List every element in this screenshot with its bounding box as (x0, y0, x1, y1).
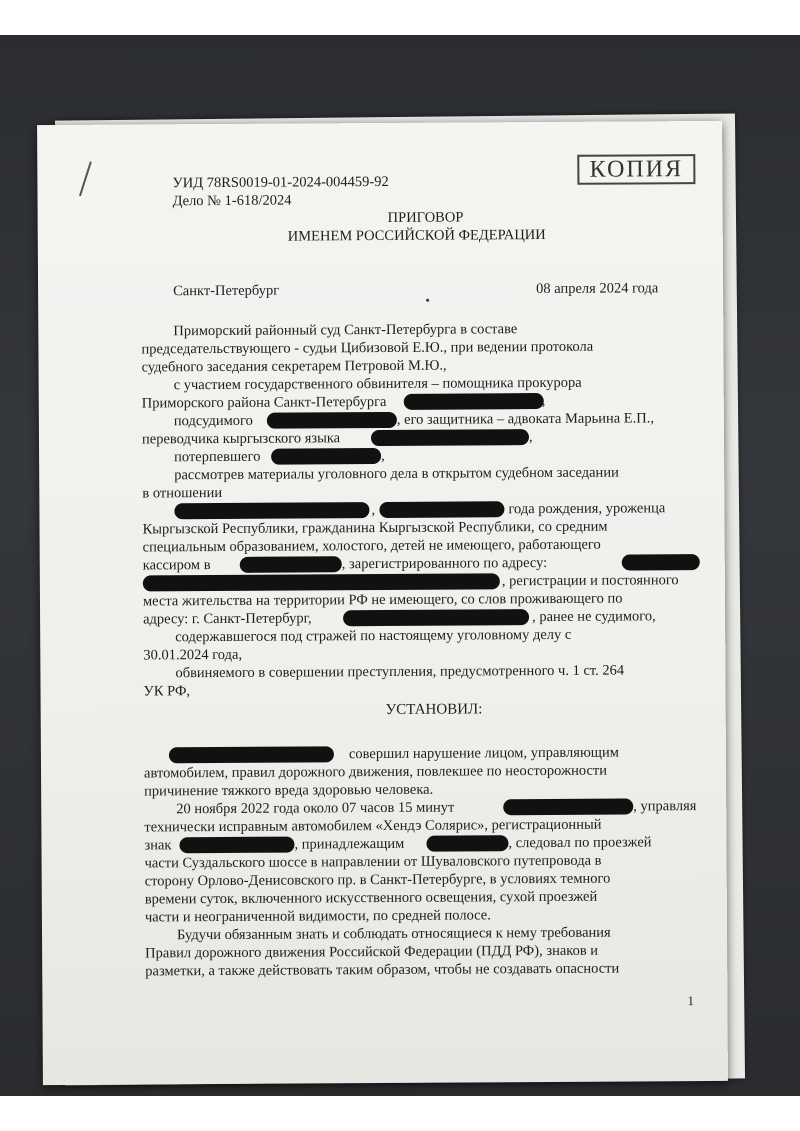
pen-mark (79, 161, 92, 196)
text-line: с участием государственного обвинителя – помощника прокурора (173, 374, 582, 394)
redaction (343, 609, 529, 626)
redaction (503, 798, 633, 815)
text-line: 30.01.2024 года, (143, 646, 243, 664)
text-line: знак (144, 837, 172, 854)
copy-stamp: КОПИЯ (577, 154, 695, 185)
text-line: Правил дорожного движения Российской Федерации (ПДД РФ), знаков и (145, 942, 599, 962)
redaction (267, 412, 397, 429)
text-line: потерпевшего (174, 448, 261, 466)
verdict-date: 08 апреля 2024 года (536, 280, 659, 298)
text-line: технически исправным автомобилем «Хендэ Солярис», регистрационный (144, 816, 602, 836)
text-line: , ранее не судимого, (532, 608, 656, 626)
document-subtitle: ИМЕНЕМ РОССИЙСКОЙ ФЕДЕРАЦИИ (287, 226, 546, 245)
redaction (174, 502, 369, 519)
text-line: , принадлежащим (294, 835, 405, 853)
text-line: причинение тяжкого вреда здоровью человека. (144, 781, 434, 800)
text-line: , следовал по проезжей (508, 834, 652, 852)
city: Санкт-Петербург (173, 282, 280, 300)
text-line: адресу: г. Санкт-Петербург, (143, 610, 312, 628)
case-number: Дело № 1-618/2024 (172, 192, 292, 210)
text-line: в отношении (142, 484, 223, 502)
text-line: обвиняемого в совершении преступления, предусмотренного ч. 1 ст. 264 (175, 662, 625, 682)
text-line: Кыргызской Республики, гражданина Кыргызской Республики, со средним (142, 518, 608, 538)
text-line: , (528, 429, 533, 446)
text-line: переводчика кыргызского языка (141, 430, 341, 448)
document-page (37, 121, 728, 1085)
text-line: судебного заседания секретарем Петровой М.Ю., (141, 357, 447, 376)
text-line: рассмотрев материалы уголовного дела в открытом судебном заседании (174, 464, 619, 484)
text-line: кассиром в (142, 557, 211, 574)
redaction (271, 448, 381, 465)
text-line: части Суздальского шоссе в направлении от Шуваловского путепровода в (144, 852, 602, 872)
page-number: 1 (687, 993, 694, 1009)
text-line: специальным образованием, холостого, детей не имеющего, работающего (142, 536, 601, 556)
text-line: , регистрации и постоянного (501, 572, 679, 590)
redaction (426, 835, 508, 852)
text-line: , (371, 502, 376, 519)
redaction (371, 429, 529, 446)
text-line: года рождения, уроженца (508, 500, 666, 518)
redaction (143, 573, 500, 591)
text-line: части и неограниченной видимости, по средней полосе. (144, 907, 491, 926)
text-line: , его защитника – адвоката Марьина Е.П., (396, 410, 655, 428)
text-line: , (381, 447, 385, 465)
section-heading: УСТАНОВИЛ: (385, 701, 483, 718)
redaction (622, 554, 700, 570)
redaction (404, 393, 544, 410)
redaction (240, 556, 342, 573)
document-title: ПРИГОВОР (387, 209, 464, 226)
text-line: Будучи обязанным знать и соблюдать относящиеся к нему требования (176, 924, 611, 944)
case-uid: УИД 78RS0019-01-2024-004459-92 (172, 173, 389, 192)
text-line: , (541, 393, 546, 410)
text-line: 20 ноября 2022 года около 07 часов 15 минут (176, 799, 455, 818)
text-line: Приморского района Санкт-Петербурга (141, 393, 387, 412)
text-line: содержавшегося под стражей по настоящему уголовному делу с (175, 626, 572, 646)
text-line: разметки, а также действовать таким образом, чтобы не создавать опасности (145, 960, 620, 980)
redaction (169, 746, 334, 763)
text-line: , зарегистрированного по адресу: (341, 554, 548, 573)
text-line: , управляя (633, 798, 697, 815)
text-line: совершил нарушение лицом, управляющим (348, 744, 619, 763)
text-line: места жительства на территории РФ не имеющего, со слов проживающего по (142, 590, 623, 610)
text-line: председательствующего - судьи Цибизовой Е.Ю., при ведении протокола (141, 338, 594, 358)
text-line: УК РФ, (143, 683, 191, 700)
text-line: времени суток, включенного искусственного освещения, сухой проезжей (144, 888, 598, 908)
text-line: Приморский районный суд Санкт-Петербурга в составе (173, 321, 518, 340)
photo-background (0, 35, 800, 1096)
redaction (379, 501, 504, 518)
text-line: автомобилем, правил дорожного движения, повлекшее по неосторожности (143, 762, 608, 782)
redaction (179, 837, 294, 854)
speck (426, 299, 429, 302)
text-line: сторону Орлово-Денисовского пр. в Санкт-Петербурге, в условиях темного (144, 870, 611, 890)
text-line: подсудимого (173, 412, 253, 430)
